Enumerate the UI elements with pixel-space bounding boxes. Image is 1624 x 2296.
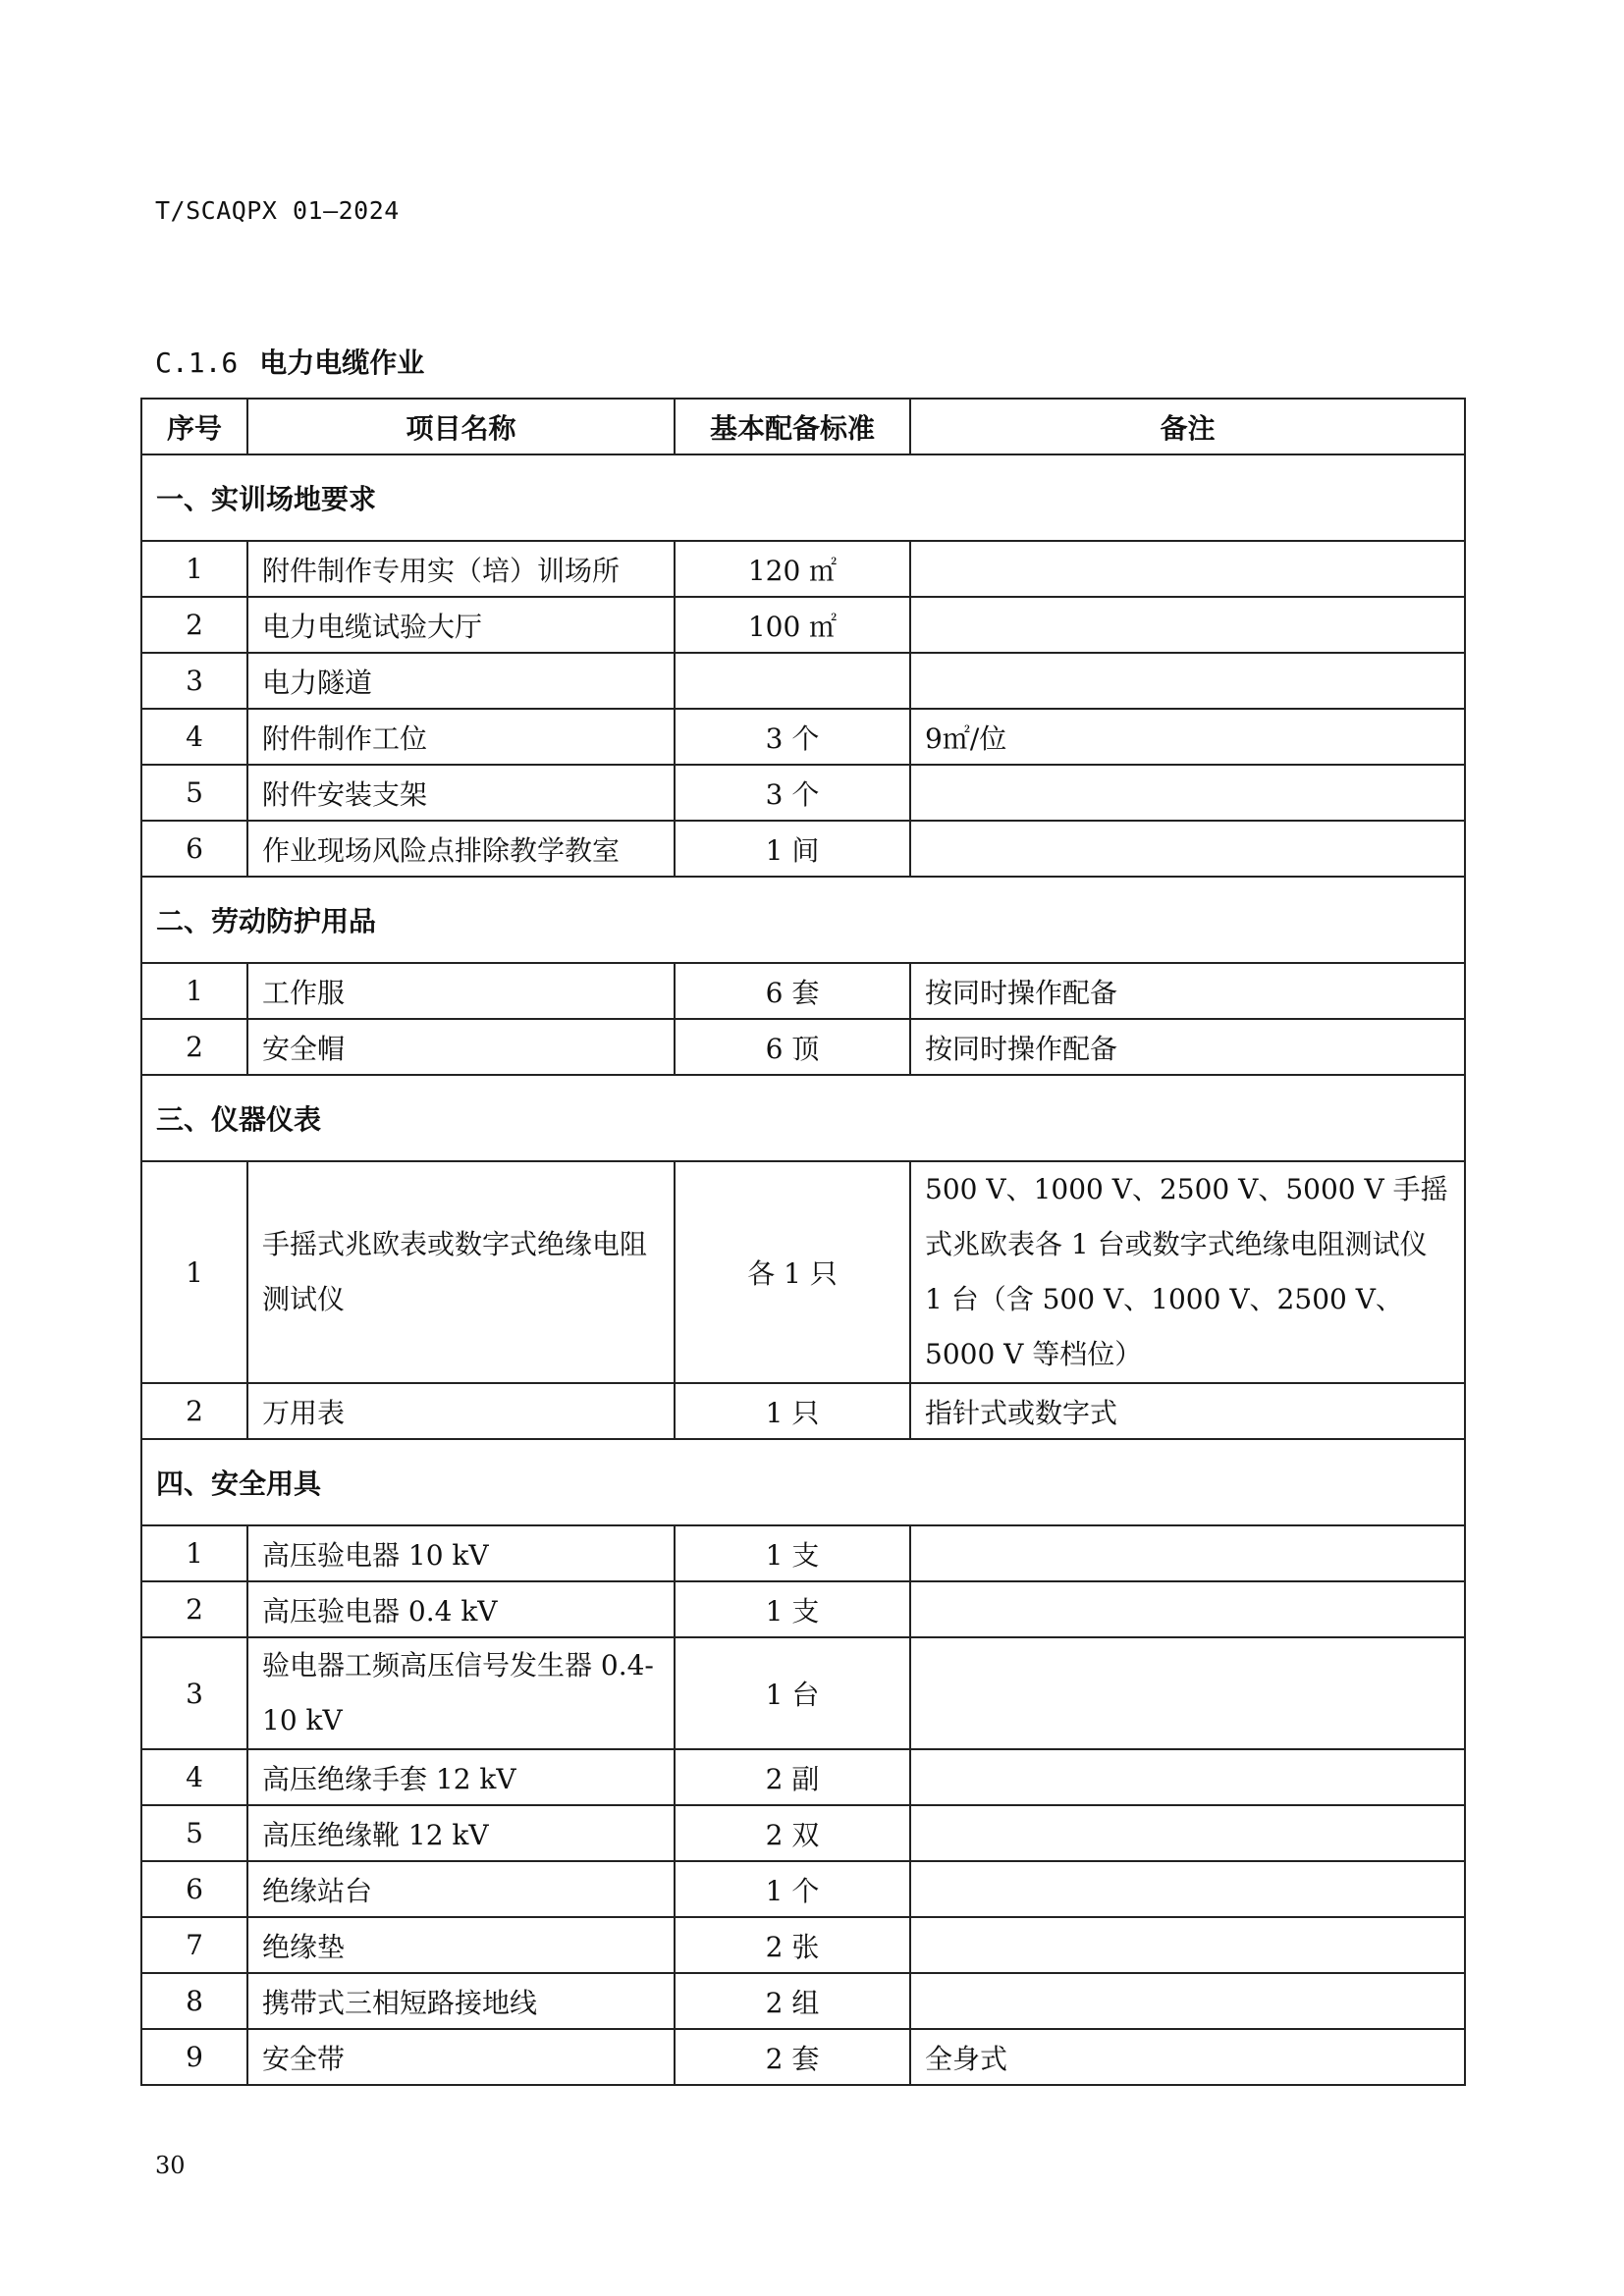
cell-seq: 3 bbox=[141, 653, 247, 709]
cell-name: 验电器工频高压信号发生器 0.4-10 kV bbox=[247, 1637, 675, 1749]
table-row bbox=[141, 1861, 1465, 1917]
cell-name: 附件安装支架 bbox=[247, 765, 675, 821]
cell-standard: 1 台 bbox=[675, 1637, 910, 1749]
cell-standard: 1 间 bbox=[675, 821, 910, 877]
cell-seq: 1 bbox=[141, 1161, 247, 1383]
cell-standard: 各 1 只 bbox=[675, 1161, 910, 1383]
cell-note: 9㎡/位 bbox=[910, 709, 1465, 765]
cell-note bbox=[910, 1861, 1465, 1917]
cell-seq: 7 bbox=[141, 1917, 247, 1973]
cell-seq: 1 bbox=[141, 541, 247, 597]
cell-note: 全身式 bbox=[910, 2029, 1465, 2085]
cell-name: 安全带 bbox=[247, 2029, 675, 2085]
cell-seq: 2 bbox=[141, 1383, 247, 1439]
cell-standard: 6 顶 bbox=[675, 1019, 910, 1075]
cell-name: 高压验电器 10 kV bbox=[247, 1525, 675, 1581]
cell-note: 按同时操作配备 bbox=[910, 963, 1465, 1019]
cell-note bbox=[910, 1581, 1465, 1637]
table-row bbox=[141, 1805, 1465, 1861]
cell-standard: 3 个 bbox=[675, 765, 910, 821]
section-number: C.1.6 bbox=[155, 347, 239, 379]
cell-seq: 9 bbox=[141, 2029, 247, 2085]
category-title: 三、仪器仪表 bbox=[141, 1075, 1465, 1161]
cell-name: 作业现场风险点排除教学教室 bbox=[247, 821, 675, 877]
document-code: T/SCAQPX 01—2024 bbox=[155, 196, 400, 225]
cell-name: 绝缘垫 bbox=[247, 1917, 675, 1973]
cell-name: 电力电缆试验大厅 bbox=[247, 597, 675, 653]
cell-name: 高压验电器 0.4 kV bbox=[247, 1581, 675, 1637]
cell-note bbox=[910, 541, 1465, 597]
cell-note bbox=[910, 1749, 1465, 1805]
header-name: 项目名称 bbox=[247, 399, 675, 454]
table-row bbox=[141, 597, 1465, 653]
table-row bbox=[141, 821, 1465, 877]
cell-seq: 3 bbox=[141, 1637, 247, 1749]
cell-name: 绝缘站台 bbox=[247, 1861, 675, 1917]
table-row bbox=[141, 1637, 1465, 1749]
cell-standard: 1 支 bbox=[675, 1525, 910, 1581]
cell-standard: 2 张 bbox=[675, 1917, 910, 1973]
cell-note bbox=[910, 821, 1465, 877]
cell-note: 指针式或数字式 bbox=[910, 1383, 1465, 1439]
table-row bbox=[141, 963, 1465, 1019]
cell-seq: 4 bbox=[141, 709, 247, 765]
cell-name: 工作服 bbox=[247, 963, 675, 1019]
cell-seq: 2 bbox=[141, 597, 247, 653]
table-row bbox=[141, 653, 1465, 709]
cell-name: 万用表 bbox=[247, 1383, 675, 1439]
cell-name: 附件制作工位 bbox=[247, 709, 675, 765]
cell-note bbox=[910, 1973, 1465, 2029]
equipment-table bbox=[140, 398, 1466, 2086]
table-row bbox=[141, 1383, 1465, 1439]
page-number: 30 bbox=[155, 2152, 186, 2179]
table-row bbox=[141, 2029, 1465, 2085]
cell-standard: 2 双 bbox=[675, 1805, 910, 1861]
cell-note bbox=[910, 1805, 1465, 1861]
cell-standard: 1 支 bbox=[675, 1581, 910, 1637]
category-row bbox=[141, 1439, 1465, 1525]
cell-standard bbox=[675, 653, 910, 709]
cell-seq: 6 bbox=[141, 821, 247, 877]
table-row bbox=[141, 1019, 1465, 1075]
cell-note bbox=[910, 653, 1465, 709]
table-row bbox=[141, 1581, 1465, 1637]
header-seq: 序号 bbox=[141, 399, 247, 454]
cell-note bbox=[910, 1917, 1465, 1973]
cell-seq: 5 bbox=[141, 1805, 247, 1861]
cell-note: 500 V、1000 V、2500 V、5000 V 手摇式兆欧表各 1 台或数字式绝缘电阻测试仪 1 台（含 500 V、1000 V、2500 V、5000 V 等档位） bbox=[910, 1161, 1465, 1383]
cell-name: 高压绝缘手套 12 kV bbox=[247, 1749, 675, 1805]
table-row bbox=[141, 709, 1465, 765]
cell-standard: 1 个 bbox=[675, 1861, 910, 1917]
section-title: 电力电缆作业 bbox=[259, 347, 425, 379]
category-title: 四、安全用具 bbox=[141, 1439, 1465, 1525]
category-row bbox=[141, 454, 1465, 541]
cell-note: 按同时操作配备 bbox=[910, 1019, 1465, 1075]
cell-standard: 2 套 bbox=[675, 2029, 910, 2085]
cell-seq: 6 bbox=[141, 1861, 247, 1917]
table-row bbox=[141, 1917, 1465, 1973]
category-row bbox=[141, 1075, 1465, 1161]
header-note: 备注 bbox=[910, 399, 1465, 454]
cell-seq: 8 bbox=[141, 1973, 247, 2029]
cell-standard: 6 套 bbox=[675, 963, 910, 1019]
cell-note bbox=[910, 1637, 1465, 1749]
cell-standard: 2 组 bbox=[675, 1973, 910, 2029]
cell-seq: 4 bbox=[141, 1749, 247, 1805]
cell-standard: 1 只 bbox=[675, 1383, 910, 1439]
header-standard: 基本配备标准 bbox=[675, 399, 910, 454]
cell-name: 附件制作专用实（培）训场所 bbox=[247, 541, 675, 597]
cell-name: 电力隧道 bbox=[247, 653, 675, 709]
table-row bbox=[141, 1749, 1465, 1805]
cell-note bbox=[910, 1525, 1465, 1581]
cell-seq: 1 bbox=[141, 963, 247, 1019]
cell-seq: 5 bbox=[141, 765, 247, 821]
cell-standard: 120 ㎡ bbox=[675, 541, 910, 597]
cell-seq: 1 bbox=[141, 1525, 247, 1581]
cell-seq: 2 bbox=[141, 1581, 247, 1637]
table-row bbox=[141, 1973, 1465, 2029]
cell-name: 手摇式兆欧表或数字式绝缘电阻测试仪 bbox=[247, 1161, 675, 1383]
table-row bbox=[141, 541, 1465, 597]
cell-standard: 3 个 bbox=[675, 709, 910, 765]
cell-note bbox=[910, 597, 1465, 653]
cell-name: 高压绝缘靴 12 kV bbox=[247, 1805, 675, 1861]
cell-note bbox=[910, 765, 1465, 821]
table-row bbox=[141, 1161, 1465, 1383]
cell-seq: 2 bbox=[141, 1019, 247, 1075]
cell-standard: 2 副 bbox=[675, 1749, 910, 1805]
cell-standard: 100 ㎡ bbox=[675, 597, 910, 653]
table-row bbox=[141, 1525, 1465, 1581]
section-heading bbox=[155, 342, 424, 381]
table-row bbox=[141, 765, 1465, 821]
table-header-row bbox=[141, 399, 1465, 454]
cell-name: 安全帽 bbox=[247, 1019, 675, 1075]
cell-name: 携带式三相短路接地线 bbox=[247, 1973, 675, 2029]
category-title: 一、实训场地要求 bbox=[141, 454, 1465, 541]
category-title: 二、劳动防护用品 bbox=[141, 877, 1465, 963]
category-row bbox=[141, 877, 1465, 963]
